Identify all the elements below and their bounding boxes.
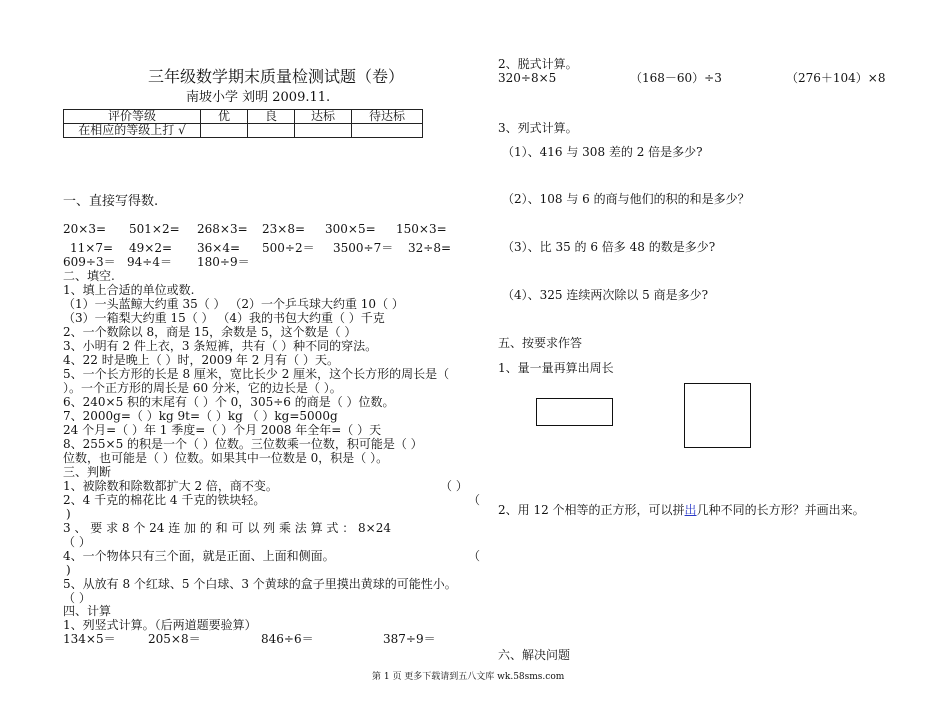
section-heading: 一、直接写得数.	[63, 194, 159, 209]
expression: 320÷8×5	[498, 71, 557, 85]
judge-item: 5、从放有 8 个红球、5 个白球、3 个黄球的盒子里摸出黄球的可能性小。	[63, 577, 457, 591]
problem: 11×7=	[70, 241, 114, 255]
problem: 49×2=	[129, 241, 173, 255]
problem: 180÷9＝	[197, 255, 250, 269]
problem: 205×8＝	[148, 632, 201, 646]
section-heading: 三、判断	[63, 465, 112, 479]
inline-link[interactable]: 出	[684, 503, 697, 517]
fill-line: 24 个月=（ ）年 1 季度=（ ）个月 2008 年全年=（ ）天	[63, 423, 382, 437]
fill-line: （1）一头蓝鲸大约重 35（ ） （2）一个乒乓球大约重 10（ ）	[63, 297, 404, 311]
problem: 36×4=	[197, 241, 241, 255]
fill-line: 3、小明有 2 件上衣，3 条短裤，共有（ ）种不同的穿法。	[63, 339, 378, 353]
byline: 南坡小学 刘明 2009.11.	[186, 90, 331, 105]
judge-item: 2、4 千克的棉花比 4 千克的铁块轻。	[63, 493, 266, 507]
problem: 23×8=	[262, 222, 306, 236]
page-title: 三年级数学期末质量检测试题（卷）	[148, 67, 405, 86]
judge-mark: （	[468, 493, 481, 507]
problem: 846÷6＝	[261, 632, 314, 646]
square-shape	[684, 383, 751, 448]
table-header-cell: 良	[248, 110, 295, 124]
problem: 268×3=	[197, 222, 248, 236]
problem: 3500÷7＝	[333, 241, 394, 255]
problem: 387÷9＝	[383, 632, 436, 646]
judge-mark: （	[468, 549, 481, 563]
table-cell	[201, 124, 248, 138]
expression: （276＋104）×8	[786, 71, 886, 85]
section-heading: 五、按要求作答	[498, 336, 583, 350]
table-header-cell: 达标	[295, 110, 352, 124]
table-cell: 在相应的等级上打 √	[64, 124, 201, 138]
judge-item: 4、一个物体只有三个面，就是正面、上面和侧面。	[63, 549, 335, 563]
problem: 134×5＝	[63, 632, 116, 646]
table-header-cell: 优	[201, 110, 248, 124]
expression: （168－60）÷3	[630, 71, 722, 85]
subsection-heading: 3、列式计算。	[498, 121, 578, 135]
judge-mark: （ ）	[440, 479, 468, 493]
fill-line: 4、22 时是晚上（ ）时，2009 年 2 月有（ ）天。	[63, 353, 339, 367]
judge-mark-tail: )	[66, 563, 71, 577]
page-footer: 第 1 页 更多下载请到五八文库 wk.58sms.com	[372, 672, 565, 682]
judge-mark: （ ）	[63, 591, 91, 605]
problem: 20×3=	[63, 222, 107, 236]
rectangle-shape	[536, 398, 613, 426]
section-heading: 四、计算	[63, 604, 112, 618]
question: （1）、416 与 308 差的 2 倍是多少?	[502, 145, 703, 159]
section-heading: 六、解决问题	[498, 648, 571, 662]
table-header-cell: 评价等级	[64, 110, 201, 124]
fill-line: 7、2000g=（ ）kg 9t=（ ）kg （ ）kg=5000g	[63, 409, 338, 423]
table-row	[64, 110, 423, 124]
question: （2）、108 与 6 的商与他们的积的和是多少？	[502, 192, 750, 206]
question: （3）、比 35 的 6 倍多 48 的数是多少?	[502, 240, 716, 254]
problem: 94÷4＝	[127, 255, 172, 269]
fill-line: 5、一个长方形的长是 8 厘米，宽比长少 2 厘米，这个长方形的周长是（	[63, 367, 450, 381]
fill-line: 2、一个数除以 8，商是 15，余数是 5，这个数是（ ）	[63, 325, 357, 339]
table-cell	[248, 124, 295, 138]
grade-table	[63, 109, 423, 138]
fill-line: ）。一个正方形的周长是 60 分米，它的边长是（ ）。	[63, 381, 342, 395]
problem: 32÷8=	[408, 241, 452, 255]
fill-line: 8、255×5 的积是一个（ ）位数。三位数乘一位数，积可能是（ ）	[63, 437, 423, 451]
judge-item: 3 、 要 求 8 个 24 连 加 的 和 可 以 列 乘 法 算 式 ： 8×24	[63, 521, 391, 535]
question-text: 2、用 12 个相等的正方形，可以拼	[498, 503, 685, 517]
problem: 609÷3＝	[63, 255, 116, 269]
table-cell	[295, 124, 352, 138]
problem: 150×3=	[396, 222, 447, 236]
judge-item: 1、被除数和除数都扩大 2 倍，商不变。	[63, 479, 278, 493]
table-row	[64, 124, 423, 138]
subsection-heading: 1、列竖式计算。（后两道题要验算）	[63, 618, 257, 632]
judge-mark-tail: )	[66, 507, 71, 521]
question: （4）、325 连续两次除以 5 商是多少?	[502, 288, 709, 302]
question	[498, 503, 865, 517]
subsection-heading: 2、脱式计算。	[498, 57, 578, 71]
problem: 300×5=	[325, 222, 376, 236]
fill-line: （3）一箱梨大约重 15（ ） （4）我的书包大约重（ ）千克	[63, 311, 385, 325]
fill-line: 6、240×5 积的末尾有（ ）个 0，305÷6 的商是（ ）位数。	[63, 395, 395, 409]
judge-mark: （ ）	[63, 535, 91, 549]
question-text: 几种不同的长方形？并画出来。	[696, 503, 865, 517]
problem: 500÷2＝	[262, 241, 315, 255]
table-header-cell: 待达标	[352, 110, 423, 124]
fill-line: 1、填上合适的单位或数.	[63, 283, 195, 297]
section-heading: 二、填空.	[63, 269, 115, 283]
subsection-heading: 1、量一量再算出周长	[498, 361, 614, 375]
problem: 501×2=	[129, 222, 180, 236]
fill-line: 位数，也可能是（ ）位数。如果其中一位数是 0，积是（ ）。	[63, 451, 389, 465]
table-cell	[352, 124, 423, 138]
